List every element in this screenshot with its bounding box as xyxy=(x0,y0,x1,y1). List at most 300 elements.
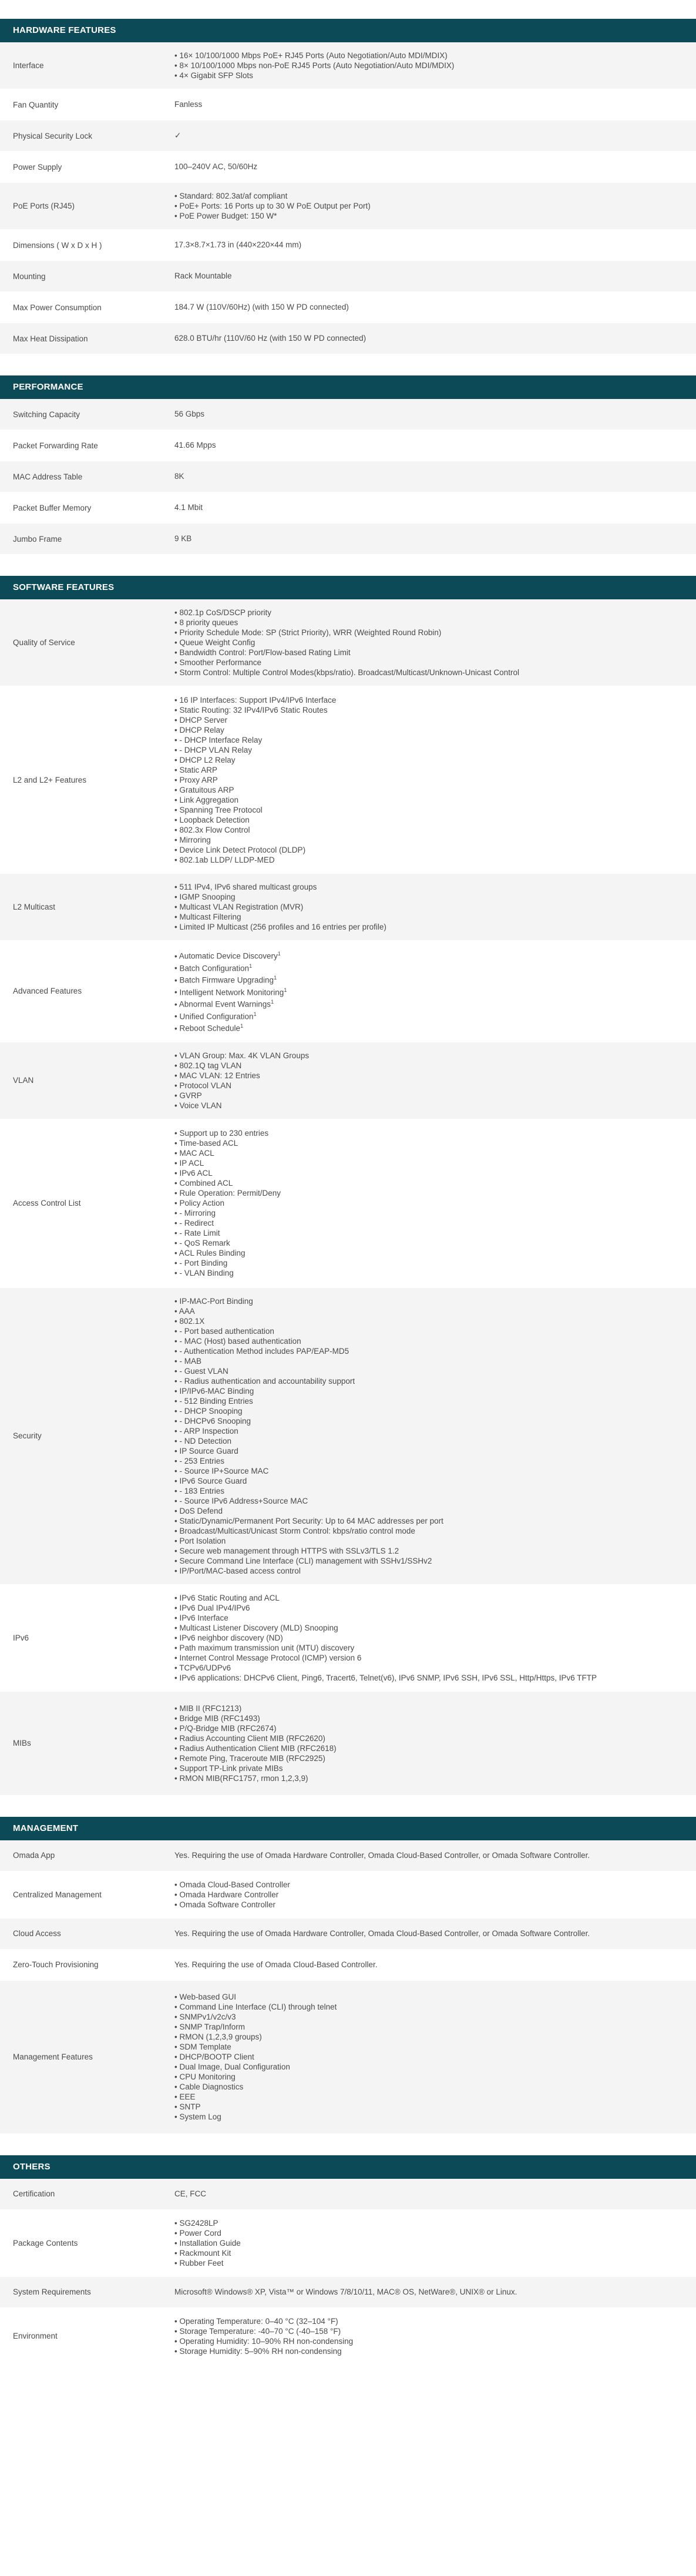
spec-row xyxy=(0,2308,696,2365)
spec-row xyxy=(0,1288,696,1585)
spec-list-item xyxy=(174,1346,684,1356)
spec-row xyxy=(0,1692,696,1796)
spec-value xyxy=(174,293,696,321)
spec-row xyxy=(0,42,696,89)
spec-list-item xyxy=(174,1406,684,1416)
spec-list-item-text: 802.1p CoS/DSCP priority xyxy=(179,608,272,617)
spec-list-item xyxy=(174,61,684,71)
spec-list-item xyxy=(174,2336,684,2346)
spec-row xyxy=(0,120,696,152)
spec-label: Switching Capacity xyxy=(13,410,80,419)
spec-list-item-text: - DHCP Snooping xyxy=(179,1406,243,1416)
spec-value xyxy=(174,90,696,119)
spec-value xyxy=(174,1842,696,1870)
spec-list-item-text: DHCP L2 Relay xyxy=(179,755,236,764)
spec-list-item-text: SG2428LP xyxy=(179,2218,218,2228)
spec-list-item-text: IP/IPv6-MAC Binding xyxy=(179,1386,254,1396)
spec-list-item xyxy=(174,1593,684,1603)
spec-list-item xyxy=(174,1268,684,1278)
spec-list-item xyxy=(174,1486,684,1496)
spec-list-item xyxy=(174,1733,684,1743)
footnote-marker: 1 xyxy=(274,975,277,981)
spec-list-item-text: MAC VLAN: 12 Entries xyxy=(179,1071,260,1080)
spec-list-item xyxy=(174,1476,684,1486)
spec-label: Packet Buffer Memory xyxy=(13,503,92,512)
spec-label: L2 Multicast xyxy=(13,903,56,911)
spec-list-item xyxy=(174,51,684,61)
spec-list-item-text: - MAB xyxy=(179,1356,201,1366)
spec-list-item xyxy=(174,1168,684,1178)
spec-list-item-text: - QoS Remark xyxy=(179,1239,230,1247)
spec-list-item xyxy=(174,1880,684,1890)
spec-row xyxy=(0,941,696,1042)
spec-list-item xyxy=(174,1071,684,1081)
spec-list-item-text: Unified Configuration xyxy=(179,1012,254,1021)
spec-value-text: 8K xyxy=(174,472,184,481)
spec-row xyxy=(0,1042,696,1119)
spec-list-item-text: PoE+ Ports: 16 Ports up to 30 W PoE Output per Port) xyxy=(179,202,371,210)
spec-list-item xyxy=(174,1009,684,1022)
spec-value xyxy=(174,941,696,1042)
spec-value xyxy=(174,262,696,290)
spec-list-item xyxy=(174,2032,684,2042)
footnote-marker: 1 xyxy=(277,951,281,957)
spec-list-item-text: - Port Binding xyxy=(179,1259,228,1267)
spec-list-item xyxy=(174,1753,684,1763)
spec-list-item xyxy=(174,2346,684,2356)
section-header: PERFORMANCE xyxy=(0,375,696,399)
spec-list-item xyxy=(174,2082,684,2092)
spec-list-item xyxy=(174,2218,684,2228)
spec-row xyxy=(0,230,696,261)
spec-list-item xyxy=(174,211,684,221)
spec-list-item-text: IGMP Snooping xyxy=(179,893,236,901)
spec-value xyxy=(174,431,696,459)
spec-label: Fan Quantity xyxy=(13,100,59,109)
spec-list-item xyxy=(174,2042,684,2052)
spec-list-item-text: - 253 Entries xyxy=(179,1456,225,1465)
spec-value-text: Rack Mountable xyxy=(174,271,232,280)
spec-list-item-text: Loopback Detection xyxy=(179,815,250,824)
spec-list-item xyxy=(174,1496,684,1506)
spec-value-list xyxy=(174,1703,684,1783)
spec-list-item xyxy=(174,1516,684,1526)
spec-list-item xyxy=(174,997,684,1009)
spec-list-item xyxy=(174,618,684,628)
spec-list-item-text: - Guest VLAN xyxy=(179,1366,228,1376)
spec-list-item xyxy=(174,1081,684,1091)
spec-list-item xyxy=(174,922,684,932)
spec-list-item xyxy=(174,1296,684,1306)
spec-value-list xyxy=(174,1593,684,1683)
spec-list-item-text: - 183 Entries xyxy=(179,1486,225,1495)
spec-list-item xyxy=(174,2326,684,2336)
spec-list-item xyxy=(174,845,684,855)
spec-list-item xyxy=(174,1643,684,1653)
spec-list-item-text: Cable Diagnostics xyxy=(179,2082,244,2091)
spec-list-item-text: Rule Operation: Permit/Deny xyxy=(179,1189,281,1198)
spec-value-list xyxy=(174,1051,684,1111)
spec-list-item-text: Rackmount Kit xyxy=(179,2248,231,2258)
spec-value-list xyxy=(174,51,684,80)
spec-list-item-text: Multicast VLAN Registration (MVR) xyxy=(179,903,304,911)
spec-value-list xyxy=(174,608,684,677)
spec-value-text: 184.7 W (110V/60Hz) (with 150 W PD connected) xyxy=(174,303,349,311)
spec-list-item-text: ACL Rules Binding xyxy=(179,1249,246,1257)
spec-value xyxy=(174,324,696,353)
spec-value xyxy=(174,2278,696,2306)
spec-list-item xyxy=(174,745,684,755)
spec-list-item xyxy=(174,1900,684,1910)
spec-list-item-text: RMON MIB(RFC1757, rmon 1,2,3,9) xyxy=(179,1773,308,1783)
spec-list-item-text: Omada Cloud-Based Controller xyxy=(179,1880,290,1889)
spec-label: Dimensions ( W x D x H ) xyxy=(13,240,102,250)
spec-list-item xyxy=(174,735,684,745)
spec-value xyxy=(174,462,696,491)
spec-list-item-text: IP/Port/MAC-based access control xyxy=(179,1566,301,1575)
spec-value xyxy=(174,1984,696,2130)
spec-list-item-text: IPv6 Interface xyxy=(179,1613,228,1622)
spec-list-item-text: Bridge MIB (RFC1493) xyxy=(179,1713,260,1723)
spec-list-item-text: Port Isolation xyxy=(179,1536,226,1545)
spec-value xyxy=(174,2308,696,2364)
spec-list-item-text: IPv6 applications: DHCPv6 Client, Ping6, Tracert6, Telnet(v6), IPv6 SNMP, IPv6 SSH, IPv6 SSL, Http/Https, IPv6 TFTP xyxy=(179,1673,597,1682)
spec-list-item-text: Static/Dynamic/Permanent Port Security: Up to 64 MAC addresses per port xyxy=(179,1516,443,1525)
spec-value-text: CE, FCC xyxy=(174,2189,206,2198)
spec-list-item-text: Installation Guide xyxy=(179,2238,241,2248)
spec-list-item xyxy=(174,2112,684,2122)
spec-list-item xyxy=(174,1306,684,1316)
spec-row xyxy=(0,599,696,686)
spec-list-item xyxy=(174,1506,684,1516)
spec-list-item-text: 802.1ab LLDP/ LLDP-MED xyxy=(179,855,275,864)
spec-list-item-text: 16× 10/100/1000 Mbps PoE+ RJ45 Ports (Auto Negotiation/Auto MDI/MDIX) xyxy=(179,51,448,60)
spec-list-item xyxy=(174,1238,684,1248)
spec-list-item xyxy=(174,2012,684,2022)
spec-list-item xyxy=(174,2072,684,2082)
spec-list-item xyxy=(174,1148,684,1158)
spec-list-item xyxy=(174,648,684,658)
spec-list-item xyxy=(174,1128,684,1138)
spec-value xyxy=(174,1042,696,1119)
spec-list-item-text: DHCP Server xyxy=(179,715,228,724)
spec-list-item xyxy=(174,1416,684,1426)
spec-row xyxy=(0,686,696,874)
spec-list-item xyxy=(174,892,684,902)
spec-list-item xyxy=(174,973,684,985)
spec-list-item xyxy=(174,1546,684,1556)
spec-list-item-text: Bandwidth Control: Port/Flow-based Rating Limit xyxy=(179,648,351,657)
spec-value xyxy=(174,1695,696,1792)
spec-label: Package Contents xyxy=(13,2238,78,2248)
spec-value xyxy=(174,231,696,259)
spec-value-list xyxy=(174,191,684,221)
spec-list-item xyxy=(174,1653,684,1663)
spec-row xyxy=(0,1871,696,1918)
spec-list-item-text: Batch Configuration xyxy=(179,964,250,972)
spec-value-text: 41.66 Mpps xyxy=(174,441,216,450)
spec-list-item xyxy=(174,825,684,835)
spec-list-item-text: Radius Accounting Client MIB (RFC2620) xyxy=(179,1733,325,1743)
spec-list-item-text: Time-based ACL xyxy=(179,1139,238,1148)
spec-row xyxy=(0,292,696,323)
spec-list-item-text: - Redirect xyxy=(179,1219,214,1227)
spec-value xyxy=(174,400,696,428)
spec-label: Cloud Access xyxy=(13,1929,61,1938)
spec-list-item-text: 802.1X xyxy=(179,1316,205,1326)
spec-list-item xyxy=(174,1426,684,1436)
spec-row xyxy=(0,323,696,354)
spec-list-item xyxy=(174,1536,684,1546)
spec-value xyxy=(174,1120,696,1286)
spec-label: VLAN xyxy=(13,1076,34,1085)
spec-label: IPv6 xyxy=(13,1633,29,1642)
spec-value-text: Microsoft® Windows® XP, Vista™ or Windows 7/8/10/11, MAC® OS, NetWare®, UNIX® or Linux. xyxy=(174,2287,517,2296)
spec-row xyxy=(0,524,696,555)
spec-label: Quality of Service xyxy=(13,638,75,647)
spec-list-item-text: Device Link Detect Protocol (DLDP) xyxy=(179,845,306,854)
spec-value xyxy=(174,1920,696,1948)
spec-list-item-text: - MAC (Host) based authentication xyxy=(179,1336,301,1346)
spec-list-item xyxy=(174,71,684,80)
spec-label: Physical Security Lock xyxy=(13,131,93,140)
spec-list-item xyxy=(174,1456,684,1466)
spec-list-item xyxy=(174,835,684,845)
spec-list-item xyxy=(174,1218,684,1228)
spec-value-list xyxy=(174,2218,684,2268)
spec-list-item xyxy=(174,695,684,705)
spec-value xyxy=(174,122,696,150)
spec-section xyxy=(0,19,696,354)
spec-section xyxy=(0,576,696,1796)
spec-label: System Requirements xyxy=(13,2287,91,2296)
spec-list-item-text: Support up to 230 entries xyxy=(179,1129,269,1138)
spec-list-item xyxy=(174,2052,684,2062)
spec-value-text: ✓ xyxy=(174,131,181,140)
spec-list-item-text: MAC ACL xyxy=(179,1149,214,1158)
spec-label: Access Control List xyxy=(13,1199,81,1208)
spec-label: Interface xyxy=(13,61,44,70)
spec-value-text: 56 Gbps xyxy=(174,410,205,418)
spec-list-item-text: 511 IPv4, IPv6 shared multicast groups xyxy=(179,883,317,891)
spec-value xyxy=(174,42,696,89)
spec-list-item-text: SNTP xyxy=(179,2102,201,2111)
spec-value-text: Fanless xyxy=(174,100,203,109)
spec-list-item xyxy=(174,1603,684,1613)
spec-value-text: 100–240V AC, 50/60Hz xyxy=(174,162,258,171)
spec-row xyxy=(0,261,696,292)
spec-label: Zero-Touch Provisioning xyxy=(13,1960,99,1969)
spec-value xyxy=(174,1288,696,1584)
spec-list-item-text: Storage Temperature: -40–70 °C (-40–158 °F) xyxy=(179,2326,341,2336)
spec-value xyxy=(174,183,696,229)
spec-list-item xyxy=(174,1723,684,1733)
spec-list-item xyxy=(174,1138,684,1148)
spec-value-list xyxy=(174,1992,684,2122)
spec-list-item xyxy=(174,805,684,815)
spec-list-item xyxy=(174,795,684,805)
spec-list-item xyxy=(174,985,684,998)
spec-list-item-text: - ARP Inspection xyxy=(179,1426,238,1435)
spec-row xyxy=(0,430,696,461)
spec-list-item xyxy=(174,2062,684,2072)
spec-label: Centralized Management xyxy=(13,1890,102,1899)
spec-section xyxy=(0,1817,696,2134)
spec-list-item xyxy=(174,882,684,892)
spec-list-item xyxy=(174,1366,684,1376)
spec-list-item-text: Link Aggregation xyxy=(179,795,239,804)
spec-list-item xyxy=(174,1208,684,1218)
spec-list-item xyxy=(174,1061,684,1071)
spec-list-item xyxy=(174,1336,684,1346)
spec-list-item xyxy=(174,1633,684,1643)
spec-list-item-text: P/Q-Bridge MIB (RFC2674) xyxy=(179,1723,277,1733)
spec-list-item-text: Omada Software Controller xyxy=(179,1900,276,1909)
spec-list-item-text: IPv6 Static Routing and ACL xyxy=(179,1593,280,1602)
spec-row xyxy=(0,1840,696,1871)
spec-label: Security xyxy=(13,1431,42,1440)
spec-list-item xyxy=(174,191,684,201)
spec-list-item-text: GVRP xyxy=(179,1091,202,1100)
spec-list-item xyxy=(174,1228,684,1238)
spec-list-item xyxy=(174,1051,684,1061)
spec-value xyxy=(174,2180,696,2208)
spec-list-item xyxy=(174,1158,684,1168)
spec-list-item-text: SNMP Trap/Inform xyxy=(179,2022,246,2031)
spec-list-item-text: Spanning Tree Protocol xyxy=(179,805,263,814)
spec-list-item xyxy=(174,1091,684,1101)
spec-list-item xyxy=(174,775,684,785)
spec-list-item-text: DHCP/BOOTP Client xyxy=(179,2052,254,2061)
spec-list-item xyxy=(174,658,684,668)
spec-list-item-text: IPv6 Source Guard xyxy=(179,1476,247,1485)
spec-list-item xyxy=(174,1248,684,1258)
spec-list-item xyxy=(174,1556,684,1566)
spec-value-list xyxy=(174,1296,684,1576)
spec-list-item-text: 16 IP Interfaces: Support IPv4/IPv6 Interface xyxy=(179,695,337,705)
spec-list-item-text: Static Routing: 32 IPv4/IPv6 Static Routes xyxy=(179,705,328,715)
spec-list-item-text: - Source IPv6 Address+Source MAC xyxy=(179,1496,308,1505)
spec-list-item xyxy=(174,2092,684,2102)
spec-row xyxy=(0,2210,696,2277)
spec-label: Mounting xyxy=(13,271,46,281)
spec-list-item xyxy=(174,1436,684,1446)
spec-list-item xyxy=(174,1673,684,1683)
spec-list-item xyxy=(174,1188,684,1198)
spec-list-item xyxy=(174,2248,684,2258)
spec-row xyxy=(0,2179,696,2210)
spec-list-item xyxy=(174,1316,684,1326)
spec-list-item-text: IP Source Guard xyxy=(179,1446,238,1455)
footnote-marker: 1 xyxy=(271,999,274,1005)
footnote-marker: 1 xyxy=(240,1023,244,1029)
spec-list-item-text: IP-MAC-Port Binding xyxy=(179,1296,253,1306)
spec-list-item-text: SDM Template xyxy=(179,2042,231,2051)
spec-value xyxy=(174,599,696,686)
spec-list-item xyxy=(174,1376,684,1386)
spec-list-item-text: Protocol VLAN xyxy=(179,1081,232,1090)
section-header: HARDWARE FEATURES xyxy=(0,19,696,42)
spec-list-item xyxy=(174,902,684,912)
spec-list-item-text: VLAN Group: Max. 4K VLAN Groups xyxy=(179,1051,310,1060)
spec-list-item-text: Path maximum transmission unit (MTU) discovery xyxy=(179,1643,355,1652)
spec-list-item-text: Dual Image, Dual Configuration xyxy=(179,2062,290,2071)
spec-list-item-text: Batch Firmware Upgrading xyxy=(179,975,274,985)
spec-value xyxy=(174,2210,696,2276)
spec-label: Power Supply xyxy=(13,162,62,172)
spec-list-item xyxy=(174,785,684,795)
spec-list-item-text: Omada Hardware Controller xyxy=(179,1890,279,1899)
spec-list-item-text: Static ARP xyxy=(179,765,218,774)
spec-list-item-text: 8 priority queues xyxy=(179,618,238,627)
spec-list-item-text: Abnormal Event Warnings xyxy=(179,999,271,1009)
spec-value xyxy=(174,874,696,940)
spec-list-item xyxy=(174,1466,684,1476)
spec-value-list xyxy=(174,1128,684,1278)
spec-list-item xyxy=(174,1663,684,1673)
spec-list-item xyxy=(174,628,684,638)
spec-row xyxy=(0,461,696,492)
spec-label: L2 and L2+ Features xyxy=(13,775,86,784)
spec-list-item-text: DHCP Relay xyxy=(179,725,224,734)
spec-list-item xyxy=(174,1743,684,1753)
section-header: OTHERS xyxy=(0,2155,696,2179)
spec-label: Max Power Consumption xyxy=(13,303,102,312)
spec-list-item xyxy=(174,1258,684,1268)
footnote-marker: 1 xyxy=(284,987,287,993)
spec-list-item xyxy=(174,855,684,865)
spec-value-text: 4.1 Mbit xyxy=(174,503,203,512)
spec-label: Packet Forwarding Rate xyxy=(13,441,98,450)
spec-value xyxy=(174,494,696,522)
spec-value-text: Yes. Requiring the use of Omada Cloud-Based Controller. xyxy=(174,1960,378,1969)
spec-list-item-text: - DHCP Interface Relay xyxy=(179,735,263,744)
spec-list-item xyxy=(174,1178,684,1188)
spec-list-item xyxy=(174,1763,684,1773)
spec-list-item xyxy=(174,949,684,961)
spec-value-list xyxy=(174,2316,684,2356)
spec-list-item xyxy=(174,2022,684,2032)
spec-list-item xyxy=(174,1101,684,1111)
spec-list-item xyxy=(174,2316,684,2326)
spec-list-item-text: MIB II (RFC1213) xyxy=(179,1703,242,1713)
spec-row xyxy=(0,152,696,183)
spec-row xyxy=(0,1585,696,1692)
spec-list-item-text: CPU Monitoring xyxy=(179,2072,236,2081)
spec-list-item xyxy=(174,2102,684,2112)
spec-list-item-text: Secure Command Line Interface (CLI) management with SSHv1/SSHv2 xyxy=(179,1556,432,1565)
spec-list-item-text: IPv6 ACL xyxy=(179,1169,213,1178)
spec-label: Jumbo Frame xyxy=(13,534,62,544)
spec-list-item xyxy=(174,1526,684,1536)
spec-label: Omada App xyxy=(13,1851,55,1860)
spec-list-item-text: - Rate Limit xyxy=(179,1229,220,1237)
spec-label: Certification xyxy=(13,2189,55,2198)
spec-list-item xyxy=(174,2238,684,2248)
spec-list-item xyxy=(174,638,684,648)
spec-list-item-text: - 512 Binding Entries xyxy=(179,1396,253,1406)
spec-list-item-text: Broadcast/Multicast/Unicast Storm Control: kbps/ratio control mode xyxy=(179,1526,415,1535)
spec-list-item xyxy=(174,608,684,618)
spec-list-item-text: SNMPv1/v2c/v3 xyxy=(179,2012,236,2021)
spec-list-item-text: System Log xyxy=(179,2112,221,2121)
spec-list-item xyxy=(174,1356,684,1366)
footnote-marker: 1 xyxy=(249,962,253,969)
spec-row xyxy=(0,399,696,430)
spec-list-item-text: Power Cord xyxy=(179,2228,221,2238)
spec-list-item-text: - DHCPv6 Snooping xyxy=(179,1416,251,1425)
spec-list-item xyxy=(174,765,684,775)
